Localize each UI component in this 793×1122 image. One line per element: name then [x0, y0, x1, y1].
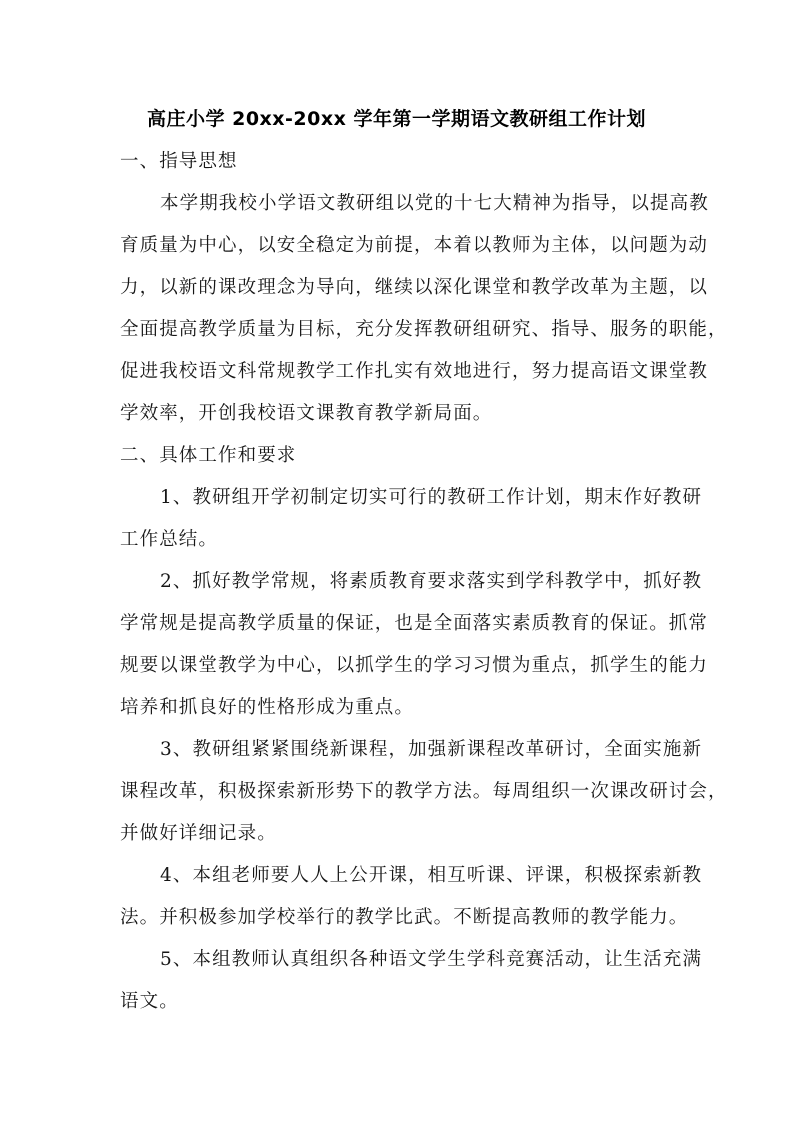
paragraph-line: 全面提高教学质量为目标，充分发挥教研组研究、指导、服务的职能， — [120, 319, 728, 340]
paragraph-line: 规要以课堂教学为中心，以抓学生的学习习惯为重点，抓学生的能力 — [120, 655, 709, 676]
paragraph-line: 学常规是提高教学质量的保证，也是全面落实素质教育的保证。抓常 — [120, 613, 709, 634]
section-heading: 一、指导思想 — [120, 151, 238, 172]
paragraph-line: 课程改革，积极探索新形势下的教学方法。每周组织一次课改研讨会， — [120, 781, 728, 802]
document-title: 高庄小学 20xx-20xx 学年第一学期语文教研组工作计划 — [146, 108, 647, 130]
paragraph-line: 法。并积极参加学校举行的教学比武。不断提高教师的教学能力。 — [120, 907, 689, 928]
paragraph-line: 3、教研组紧紧围绕新课程，加强新课程改革研讨，全面实施新 — [160, 739, 703, 760]
paragraph-line: 学效率，开创我校语文课教育教学新局面。 — [120, 403, 493, 424]
paragraph-line: 培养和抓良好的性格形成为重点。 — [120, 697, 415, 718]
paragraph-line: 育质量为中心，以安全稳定为前提，本着以教师为主体，以问题为动 — [120, 235, 709, 256]
paragraph-line: 工作总结。 — [120, 529, 219, 550]
paragraph-line: 并做好详细记录。 — [120, 823, 277, 844]
paragraph-line: 语文。 — [120, 991, 179, 1012]
paragraph-line: 力，以新的课改理念为导向，继续以深化课堂和教学改革为主题，以 — [120, 277, 709, 298]
section-heading: 二、具体工作和要求 — [120, 445, 297, 466]
paragraph-line: 4、本组老师要人人上公开课，相互听课、评课，积极探索新教 — [160, 865, 703, 886]
paragraph-line: 1、教研组开学初制定切实可行的教研工作计划，期末作好教研 — [160, 487, 703, 508]
paragraph-line: 5、本组教师认真组织各种语文学生学科竞赛活动，让生活充满 — [160, 949, 703, 970]
paragraph-line: 本学期我校小学语文教研组以党的十七大精神为指导，以提高教 — [160, 193, 709, 214]
paragraph-line: 促进我校语文科常规教学工作扎实有效地进行，努力提高语文课堂教 — [120, 361, 709, 382]
paragraph-line: 2、抓好教学常规，将素质教育要求落实到学科教学中，抓好教 — [160, 571, 703, 592]
